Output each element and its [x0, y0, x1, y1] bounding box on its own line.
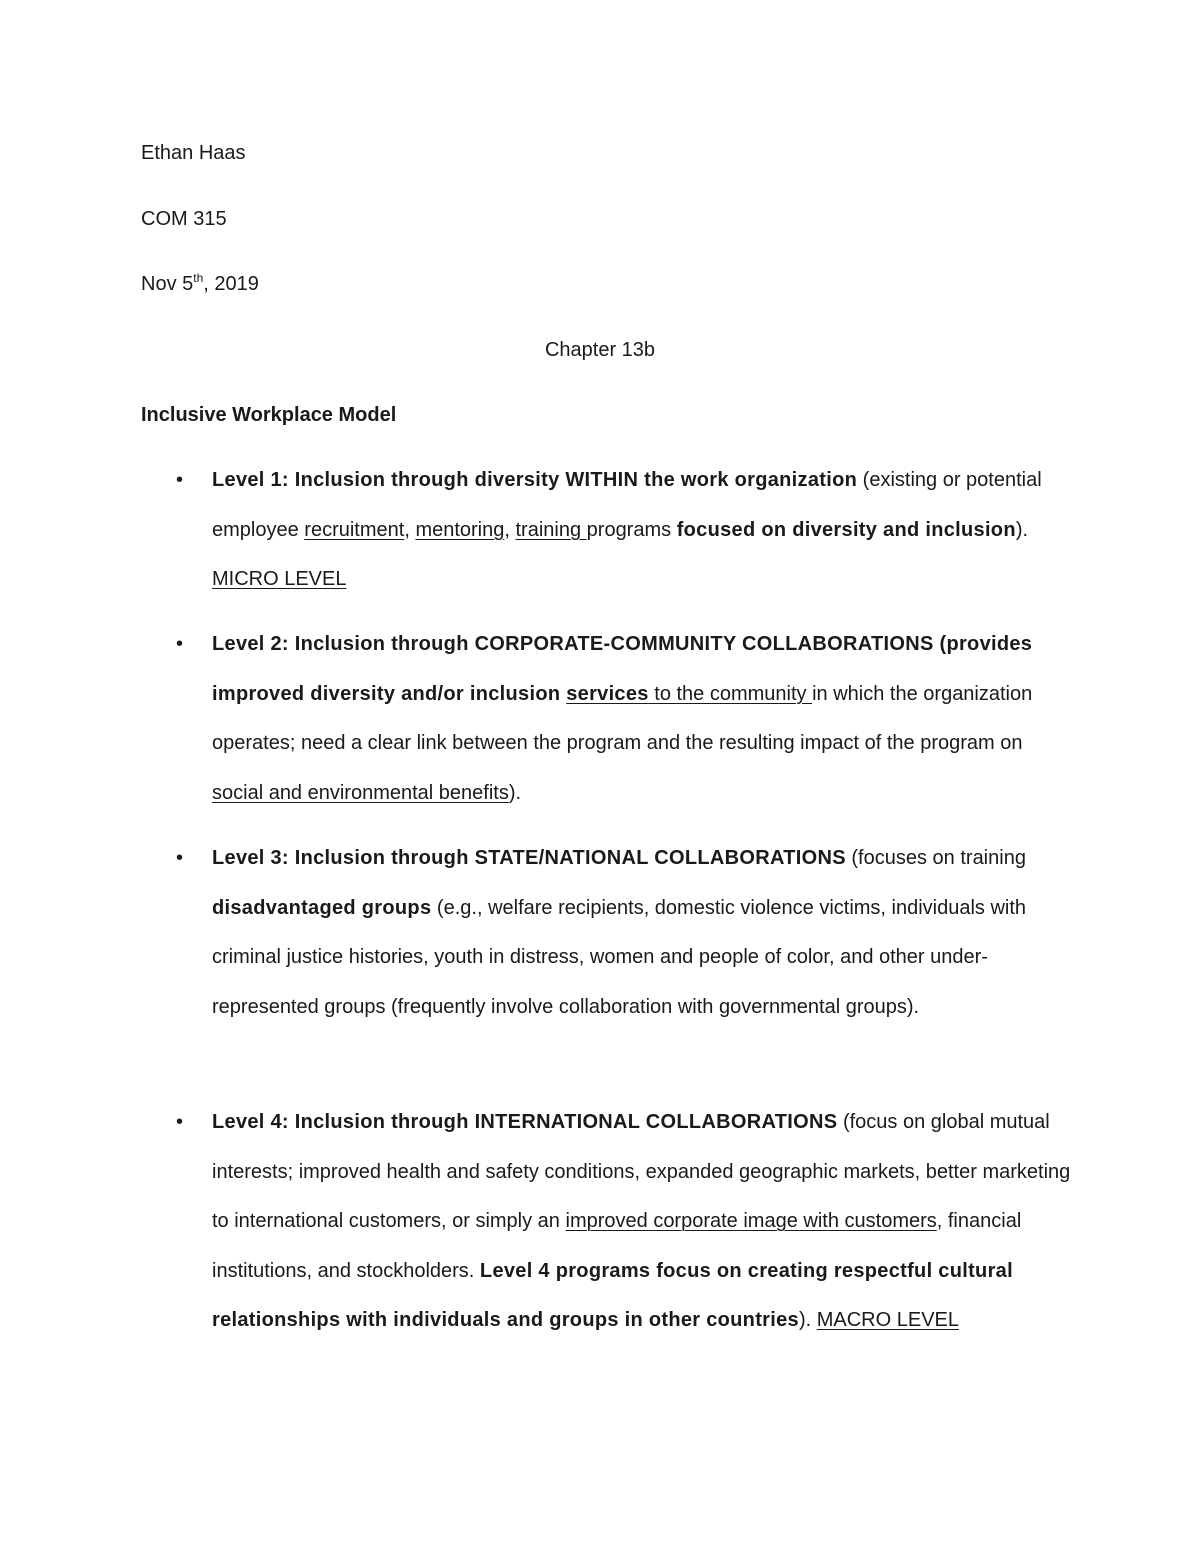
date-prefix: Nov 5 [141, 273, 194, 295]
list-item-level-2 [176, 620, 1072, 818]
list-item-text [212, 834, 1072, 1032]
text-run: Level 2: Inclusion through CORPORATE-COMMUNITY COLLABORATIONS (provides improved diversity and/or inclusion [212, 633, 1033, 705]
date-suffix: , 2019 [203, 273, 259, 295]
date-superscript: th [193, 271, 204, 285]
text-run: (existing or potential employee [212, 469, 1042, 541]
text-run: Level 3: Inclusion through STATE/NATIONAL COLLABORATIONS [212, 847, 846, 869]
text-run: Level 4: Inclusion through INTERNATIONAL COLLABORATIONS [212, 1111, 838, 1133]
text-run: focused on diversity and inclusion [676, 518, 1016, 541]
text-run: MACRO LEVEL [816, 1309, 959, 1331]
list-item-level-3 [176, 834, 1072, 1032]
course-code: COM 315 [141, 208, 227, 230]
text-run: mentoring [415, 518, 505, 541]
bullet-icon: • [176, 469, 184, 491]
text-run: Level 4 programs focus on creating respectful cultural relationships with individuals and groups in other countries [212, 1259, 1013, 1331]
text-run: in which the organization operates; need a clear link between the program and the resulting impact of the program on [212, 682, 1033, 754]
text-run: , [404, 518, 416, 541]
list-item-text [212, 1098, 1072, 1346]
author-name: Ethan Haas [141, 142, 246, 164]
text-run: programs [586, 518, 677, 541]
section-heading: Inclusive Workplace Model [141, 404, 397, 426]
text-run: ). [1015, 518, 1029, 541]
list-item-text [212, 456, 1072, 605]
text-run: MICRO LEVEL [212, 568, 347, 590]
document-title: Chapter 13b [544, 339, 656, 361]
text-run: , financial institutions, and stockholders. [212, 1210, 1022, 1282]
text-run: training [515, 518, 587, 541]
text-run: to the community [648, 682, 813, 705]
list-item-level-1 [176, 456, 1072, 605]
text-run: services [566, 682, 649, 705]
text-run: ). [508, 781, 522, 804]
text-run: Level 1: Inclusion through diversity WITHIN the work organization [212, 469, 858, 491]
list-item-text [212, 620, 1072, 818]
text-run: (focuses on training [845, 847, 1026, 869]
text-run: improved corporate image with customers [565, 1210, 937, 1232]
date-line [141, 272, 259, 296]
text-run: recruitment [304, 518, 405, 541]
list-item-level-4 [176, 1098, 1072, 1346]
text-run: ). [798, 1309, 817, 1331]
bullet-icon: • [176, 633, 184, 655]
text-run: , [504, 518, 516, 541]
text-run: disadvantaged groups [212, 896, 432, 919]
text-run: social and environmental benefits [212, 781, 509, 804]
text-run: (e.g., welfare recipients, domestic violence victims, individuals with criminal justice histories, youth in distress, women and people of color, and other under-represented groups (frequently involve collaboration with governmental groups). [212, 896, 1027, 1018]
bullet-icon: • [176, 1111, 184, 1133]
text-run: (focus on global mutual interests; improved health and safety conditions, expanded geographic markets, better marketing to international customers, or simply an [212, 1111, 1071, 1232]
bullet-icon: • [176, 847, 184, 869]
